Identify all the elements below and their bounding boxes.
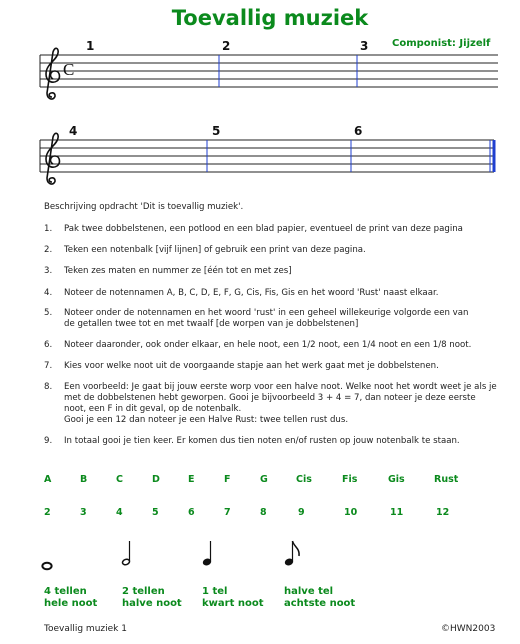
measure-number-2: 2 <box>222 39 231 53</box>
dice-number: 12 <box>436 507 450 518</box>
step-number: 2. <box>44 245 53 255</box>
note-value-label-eighth <box>284 586 355 610</box>
note-name-fis: Fis <box>342 474 358 485</box>
page-title: Toevallig muziek <box>171 6 369 30</box>
step-number: 1. <box>44 224 53 234</box>
staff-1 <box>40 55 498 87</box>
note-value-label-half <box>122 586 182 610</box>
treble-clef-icon <box>46 48 59 99</box>
dice-number: 7 <box>224 507 231 518</box>
note-name-b: B <box>80 474 88 485</box>
step-number: 4. <box>44 288 53 298</box>
note-name-c: C <box>116 474 123 485</box>
dice-number: 8 <box>260 507 267 518</box>
note-value-label-whole <box>44 586 97 610</box>
dice-number: 9 <box>298 507 305 518</box>
step-text: Noteer de notennamen A, B, C, D, E, F, G, Cis, Fis, Gis en het woord 'Rust' naast elkaar. <box>64 288 439 298</box>
note-symbols <box>0 535 520 585</box>
step-text: In totaal gooi je tien keer. Er komen dus tien noten en/of rusten op jouw notenbalk te staan. <box>64 436 460 446</box>
step-text: Noteer daaronder, ook onder elkaar, en hele noot, een 1/2 noot, een 1/4 noot en een 1/8 noot. <box>64 340 472 350</box>
note-name-rust: Rust <box>434 474 459 485</box>
step-text: Noteer onder de notennamen en het woord 'rust' in een geheel willekeurige volgorde een van de getallen twee tot en met twaalf [de worpen van je dobbelstenen] <box>64 308 469 329</box>
dice-number: 4 <box>116 507 123 518</box>
note-value-name: halve noot <box>122 598 182 609</box>
whole-note-icon <box>42 563 51 569</box>
note-value-count: 1 tel <box>202 586 228 597</box>
staff-2 <box>40 140 494 172</box>
quarter-note-icon <box>202 541 211 566</box>
step-number: 5. <box>44 308 53 318</box>
note-value-name: kwart noot <box>202 598 264 609</box>
dice-number: 3 <box>80 507 87 518</box>
half-note-icon <box>122 541 131 566</box>
note-name-gis: Gis <box>388 474 405 485</box>
eighth-note-icon <box>284 541 299 566</box>
dice-number: 10 <box>344 507 358 518</box>
note-value-count: 4 tellen <box>44 586 87 597</box>
step-number: 3. <box>44 266 53 276</box>
note-name-f: F <box>224 474 231 485</box>
note-name-d: D <box>152 474 160 485</box>
footer-left: Toevallig muziek 1 <box>44 624 127 634</box>
note-name-cis: Cis <box>296 474 312 485</box>
dice-number: 2 <box>44 507 51 518</box>
measure-number-1: 1 <box>86 39 95 53</box>
step-number: 8. <box>44 382 53 392</box>
measure-number-6: 6 <box>354 124 363 138</box>
note-value-count: halve tel <box>284 586 334 597</box>
note-name-a: A <box>44 474 52 485</box>
dice-number: 5 <box>152 507 159 518</box>
time-signature: C <box>63 60 75 79</box>
footer-right: ©HWN2003 <box>441 624 496 634</box>
note-name-g: G <box>260 474 268 485</box>
composer-label: Componist: Jijzelf <box>392 38 491 49</box>
intro-text: Beschrijving opdracht 'Dit is toevallig muziek'. <box>44 202 244 212</box>
note-value-count: 2 tellen <box>122 586 165 597</box>
dice-number: 11 <box>390 507 404 518</box>
step-text: Teken zes maten en nummer ze [één tot en met zes] <box>64 266 292 276</box>
step-number: 6. <box>44 340 53 350</box>
measure-number-3: 3 <box>360 39 369 53</box>
step-number: 7. <box>44 361 53 371</box>
step-text: Een voorbeeld: Je gaat bij jouw eerste worp voor een halve noot. Welke noot het wordt weet je als je met de dobbelstenen hebt geworpen. Gooi je bijvoorbeeld 3 + 4 = 7, dan noteer je deze eerste noot, een F in dit geval, op de notenbalk. Gooi je een 12 dan noteer je een Halve Rust: twee tellen rust dus. <box>64 382 497 425</box>
step-number: 9. <box>44 436 53 446</box>
treble-clef-icon <box>46 133 59 184</box>
note-value-name: achtste noot <box>284 598 356 609</box>
note-value-label-quarter <box>202 586 263 610</box>
measure-number-4: 4 <box>69 124 78 138</box>
step-text: Teken een notenbalk [vijf lijnen] of gebruik een print van deze pagina. <box>64 245 366 255</box>
note-value-name: hele noot <box>44 598 98 609</box>
music-staves <box>0 0 520 200</box>
dice-number: 6 <box>188 507 195 518</box>
step-text: Kies voor welke noot uit de voorgaande stapje aan het werk gaat met je dobbelstenen. <box>64 361 439 371</box>
measure-number-5: 5 <box>212 124 221 138</box>
step-text: Pak twee dobbelstenen, een potlood en een blad papier, eventueel de print van deze pagina <box>64 224 463 234</box>
note-name-e: E <box>188 474 195 485</box>
